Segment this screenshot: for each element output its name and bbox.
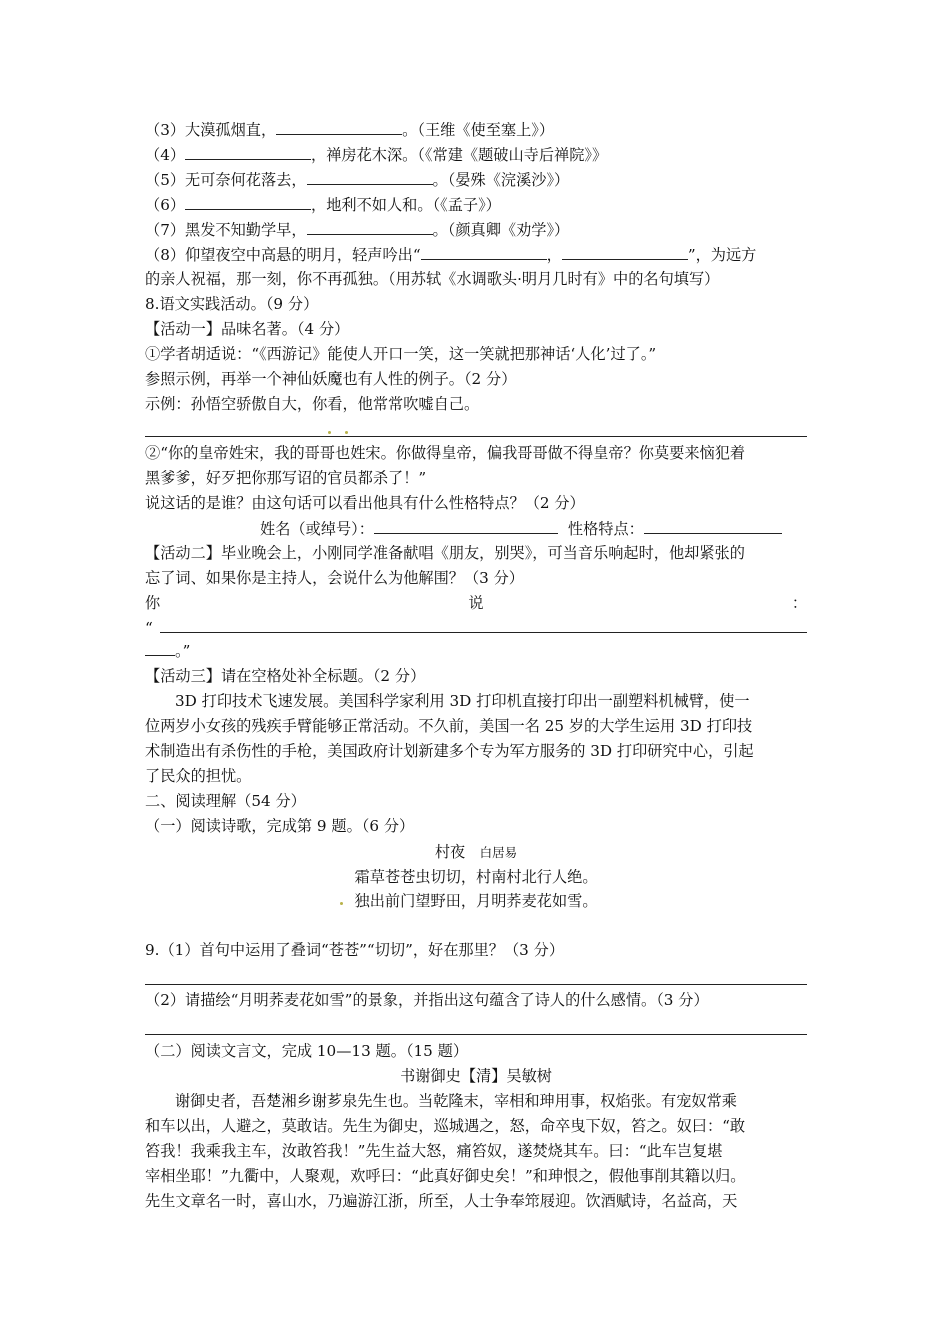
text: （4） — [145, 146, 186, 164]
fill-line-4 — [145, 144, 607, 165]
text: 你 — [145, 594, 161, 612]
answer-line[interactable] — [160, 632, 807, 633]
activity-3-title: 【活动三】请在空格处补全标题。（2 分） — [145, 667, 426, 685]
blank[interactable] — [421, 244, 547, 260]
text: ， — [546, 246, 562, 264]
text: 说 — [468, 594, 484, 612]
part2-title: 二、阅读理解（54 分） — [145, 792, 306, 810]
essay-line: 谢御史者，吾楚湘乡谢芗泉先生也。当乾隆末，宰相和珅用事，权焰张。有宠奴常乘 — [175, 1092, 737, 1110]
activity-3-text: 位两岁小女孩的残疾手臂能够正常活动。不久前，美国一名 25 岁的大学生运用 3D 打印技 — [145, 717, 753, 735]
blank[interactable] — [185, 194, 311, 210]
poem-heading — [145, 842, 807, 863]
q9-1: 9.（1）首句中运用了叠词“苍苍”“切切”，好在那里？（3 分） — [145, 941, 565, 959]
blank[interactable] — [562, 244, 688, 260]
activity-1-q2-quote-cont: 黑爹爹，好歹把你那写诏的官员都杀了！” — [145, 469, 427, 487]
essay-line: 笞我！我乘我主车，汝敢笞我！”先生益大怒，痛笞奴，遂焚烧其车。曰：“此车岂复堪 — [145, 1142, 723, 1160]
trait-label: 性格特点： — [567, 520, 644, 538]
text: ： — [791, 594, 807, 612]
essay-line: 和车以出，人避之，莫敢诘。先生为御史，巡城遇之，怒，命卒曳下奴，笞之。奴曰：“敢 — [145, 1117, 746, 1135]
text: （7）黑发不知勤学早， — [145, 221, 307, 239]
answer-line[interactable] — [145, 1034, 807, 1035]
text: 。（晏殊《浣溪沙》） — [432, 171, 570, 189]
poem-line: 独出前门望野田，月明荞麦花如雪。 — [354, 892, 598, 910]
blank[interactable] — [307, 219, 433, 235]
q8-title: 8.语文实践活动。（9 分） — [145, 295, 319, 313]
activity-3-text: 了民众的担忧。 — [145, 767, 252, 785]
poem-author: 白居易 — [479, 845, 518, 860]
mark-dot — [328, 431, 331, 434]
activity-1-q2-quote: ②“你的皇帝姓宋，我的哥哥也姓宋。你做得皇帝，偏我哥哥做不得皇帝？你莫要来恼犯着 — [145, 444, 746, 462]
name-trait-row — [260, 518, 782, 539]
text: ”，为远方 — [687, 246, 757, 264]
close-quote-row — [145, 640, 190, 661]
activity-3-text: 术制造出有杀伤性的手枪，美国政府计划新建多个专为军方服务的 3D 打印研究中心，引起 — [145, 742, 754, 760]
activity-2-title: 【活动二】毕业晚会上，小刚同学准备献唱《朋友，别哭》，可当音乐响起时，他却紧张的 — [145, 544, 745, 562]
fill-line-8 — [145, 244, 756, 265]
blank[interactable] — [185, 144, 311, 160]
activity-1-title: 【活动一】品味名著。（4 分） — [145, 320, 350, 338]
fill-line-7 — [145, 219, 569, 240]
text: （3）大漠孤烟直， — [145, 121, 277, 139]
activity-1-q2-prompt: 说这话的是谁？由这句话可以看出他具有什么性格特点？（2 分） — [145, 494, 585, 512]
activity-2-answer-row — [145, 593, 807, 613]
fill-line-3 — [145, 119, 554, 140]
name-field[interactable] — [374, 518, 558, 534]
text: （6） — [145, 196, 186, 214]
trait-field[interactable] — [644, 518, 782, 534]
essay-line: 先生文章名一时，喜山水，乃遍游江浙，所至，人士争奉筇屐迎。饮酒赋诗，名益高，天 — [145, 1192, 738, 1210]
mark-dot — [345, 431, 348, 434]
poem-title: 村夜 — [434, 843, 466, 861]
q9-2: （2）请描绘“月明荞麦花如雪”的景象，并指出这句蕴含了诗人的什么感情。（3 分） — [145, 991, 709, 1009]
answer-line[interactable] — [145, 984, 807, 985]
close-quote: 。” — [175, 642, 191, 660]
text: （8）仰望夜空中高悬的明月，轻声吟出“ — [145, 246, 421, 264]
blank[interactable] — [145, 640, 175, 656]
text: ，地利不如人和。（《孟子》） — [311, 196, 501, 214]
fill-line-6 — [145, 194, 501, 215]
activity-1-example: 示例：孙悟空骄傲自大，你看，他常常吹嘘自己。 — [145, 395, 480, 413]
text: （5）无可奈何花落去， — [145, 171, 307, 189]
name-label: 姓名（或绰号）： — [260, 520, 374, 538]
section-2-title: （二）阅读文言文，完成 10—13 题。（15 题） — [145, 1042, 469, 1060]
fill-line-8-cont: 的亲人祝福，那一刻，你不再孤独。（用苏轼《水调歌头·明月几时有》中的名句填写） — [145, 270, 720, 288]
activity-1-q1: ①学者胡适说：“《西游记》能使人开口一笑，这一笑就把那神话‘人化’过了。” — [145, 345, 657, 363]
text: 。（王维《使至塞上》） — [402, 121, 555, 139]
section-1-title: （一）阅读诗歌，完成第 9 题。（6 分） — [145, 817, 415, 835]
text: ，禅房花木深。（《常建《题破山寺后禅院》》 — [311, 146, 608, 164]
essay-title: 书谢御史【清】吴敏树 — [400, 1067, 552, 1085]
blank[interactable] — [307, 169, 433, 185]
open-quote: “ — [145, 619, 153, 637]
text: 。（颜真卿《劝学》） — [432, 221, 570, 239]
fill-line-5 — [145, 169, 569, 190]
answer-line[interactable] — [145, 436, 807, 437]
blank[interactable] — [276, 119, 402, 135]
activity-1-q1-prompt: 参照示例，再举一个神仙妖魔也有人性的例子。（2 分） — [145, 370, 517, 388]
essay-line: 宰相坐耶！”九衢中，人聚观，欢呼曰：“此真好御史矣！”和珅恨之，假他事削其籍以归。 — [145, 1167, 746, 1185]
activity-3-text: 3D 打印技术飞速发展。美国科学家利用 3D 打印机直接打印出一副塑料机械臂，使一 — [175, 692, 750, 710]
poem-line: 霜草苍苍虫切切，村南村北行人绝。 — [354, 868, 598, 886]
activity-2-prompt: 忘了词、如果你是主持人，会说什么为他解围？（3 分） — [145, 569, 524, 587]
